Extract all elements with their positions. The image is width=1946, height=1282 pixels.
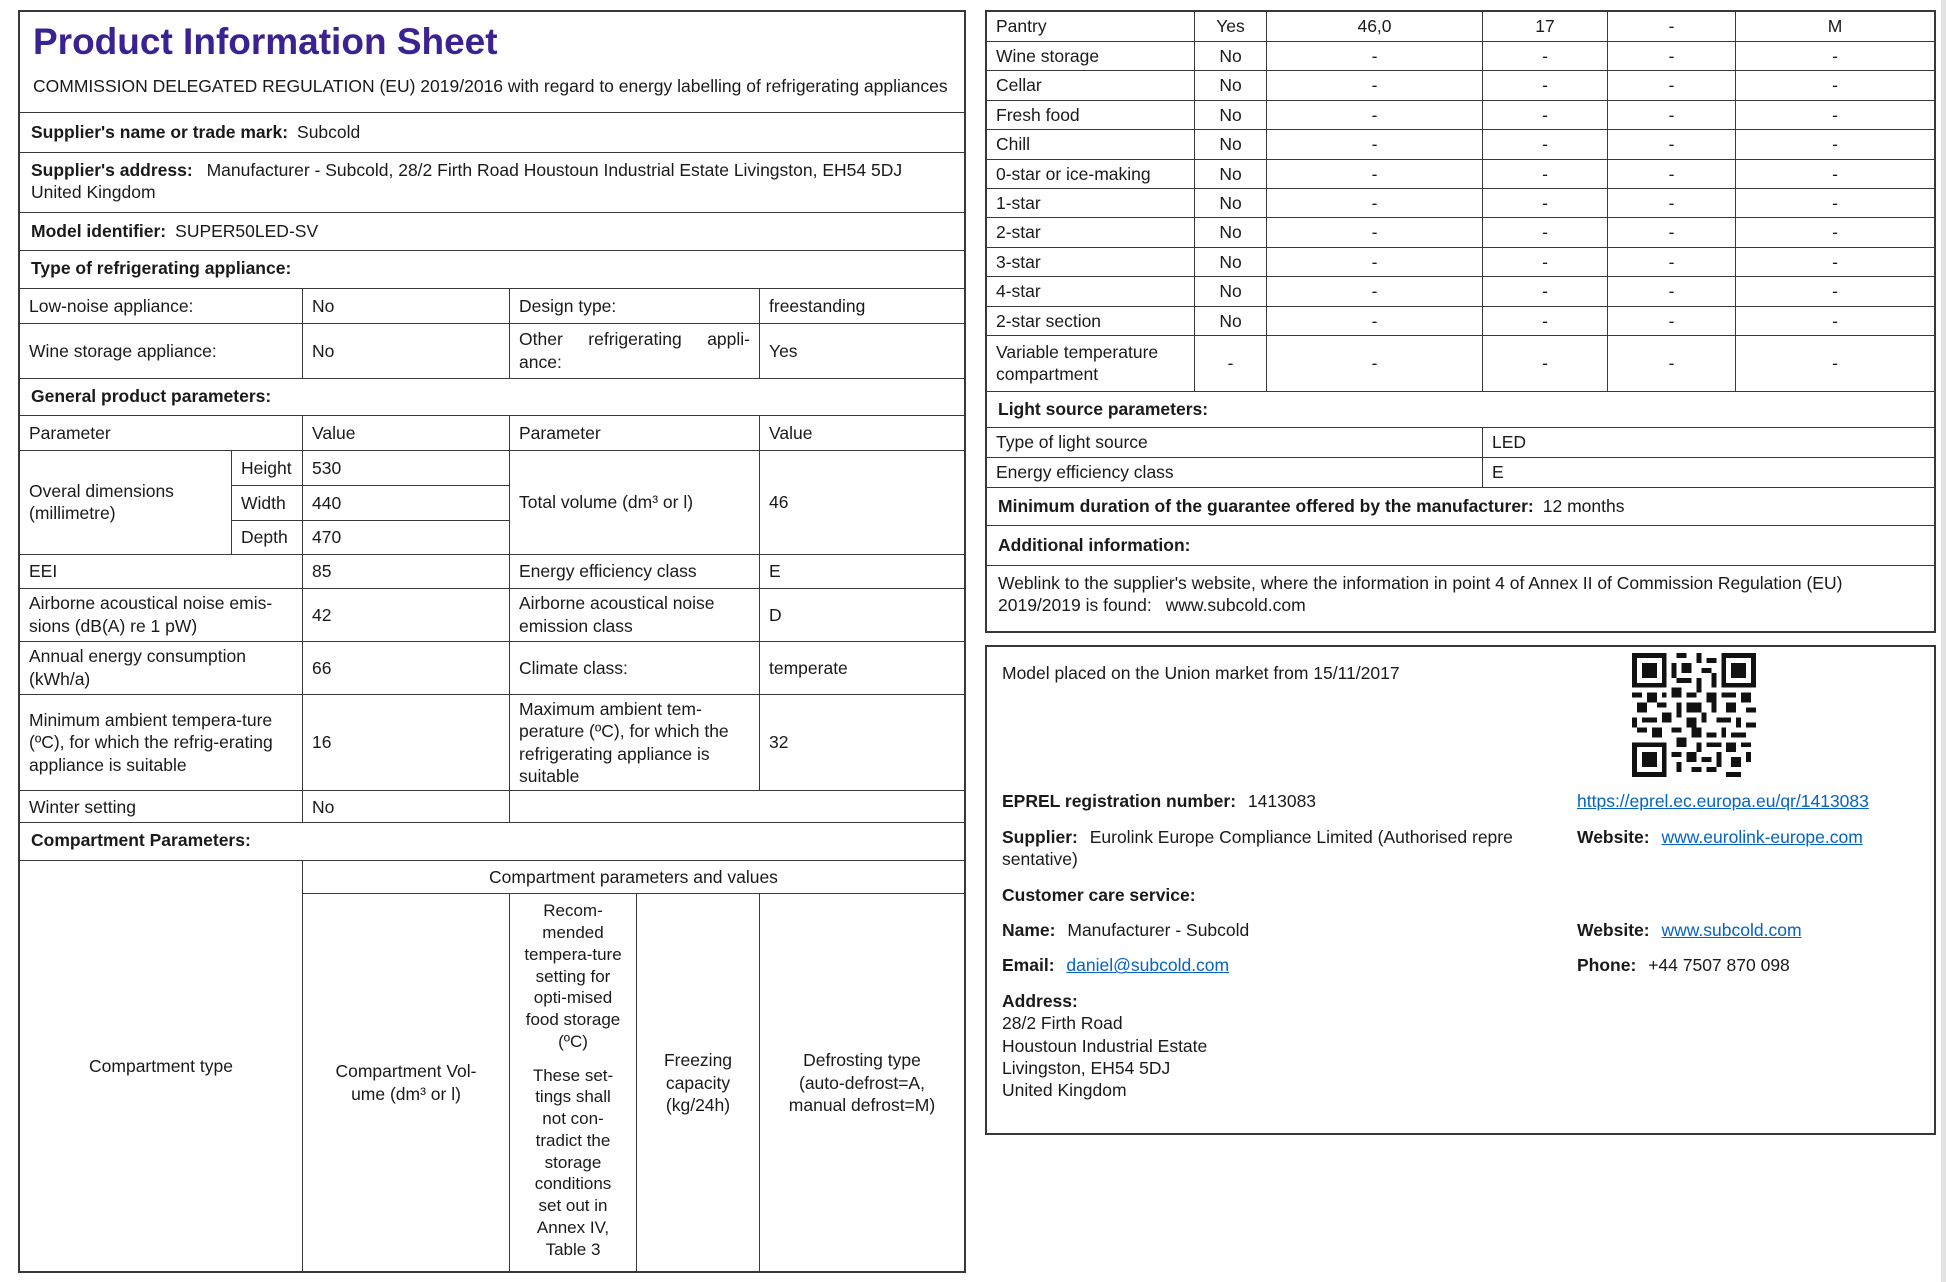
table-row — [987, 217, 1934, 246]
column-header: Parameter — [509, 416, 759, 450]
compartment-type: 0-star or ice-making — [996, 163, 1151, 184]
subcold-website-link[interactable]: www.subcold.com — [1661, 919, 1802, 940]
compartment-defrost: - — [1735, 42, 1934, 70]
compartment-temp: - — [1482, 160, 1607, 188]
column-header: Value — [302, 416, 509, 450]
compartment-volume: - — [1266, 336, 1482, 391]
name-value: Manufacturer - Subcold — [1067, 919, 1250, 940]
table-row — [20, 694, 964, 791]
supplier-address-value: Manufacturer - Subcold, 28/2 Firth Road Houstoun Industrial Estate Livingston, EH54 5DJ United Kingdom — [31, 159, 903, 203]
eprel-value: 1413083 — [1247, 791, 1317, 812]
param-label: Energy efficiency class — [996, 462, 1174, 483]
compartment-temp: - — [1482, 336, 1607, 391]
table-row — [987, 188, 1934, 217]
compartment-present: No — [1194, 42, 1266, 70]
table-row — [987, 12, 1934, 41]
compartment-temp: - — [1482, 218, 1607, 246]
compartment-freezing: - — [1607, 42, 1735, 70]
name-label: Name: — [1002, 919, 1056, 940]
compartment-type: 2-star — [996, 222, 1041, 243]
light-section-heading: Light source parameters: — [987, 391, 1934, 427]
table-row — [987, 70, 1934, 99]
table-row — [987, 335, 1934, 391]
address-line: Livingston, EH54 5DJ — [1002, 1057, 1171, 1078]
compartment-defrost: M — [1735, 12, 1934, 41]
website-label: Website: — [1577, 919, 1650, 940]
compartment-header — [20, 860, 964, 1271]
compartment-freezing: - — [1607, 336, 1735, 391]
compartment-temp: - — [1482, 130, 1607, 158]
compartment-type: Pantry — [996, 16, 1047, 37]
compartment-volume: - — [1266, 189, 1482, 217]
param-label: Winter setting — [29, 796, 136, 817]
eprel-qr-link[interactable]: https://eprel.ec.europa.eu/qr/1413083 — [1577, 791, 1869, 812]
compartment-freezing: - — [1607, 277, 1735, 305]
compartment-defrost: - — [1735, 218, 1934, 246]
table-row — [20, 288, 964, 323]
compartment-volume: 46,0 — [1266, 12, 1482, 41]
param-value: E — [759, 555, 964, 588]
compartment-defrost: - — [1735, 71, 1934, 99]
compartment-temp: - — [1482, 189, 1607, 217]
supplier-label: Supplier: — [1002, 826, 1078, 847]
param-value: Yes — [759, 324, 964, 378]
address-label: Address: — [1002, 990, 1078, 1011]
table-row — [20, 641, 964, 694]
empty-cell — [509, 791, 964, 822]
compartment-defrost: - — [1735, 130, 1934, 158]
compartment-freezing: - — [1607, 101, 1735, 129]
param-label: Climate class: — [509, 642, 759, 694]
compartment-volume: - — [1266, 101, 1482, 129]
param-value: No — [302, 324, 509, 378]
compartment-type: 2-star section — [996, 310, 1102, 331]
product-info-sheet-left-panel — [18, 10, 966, 1273]
supplier-value: Eurolink Europe Compliance Limited (Authorised repre sentative) — [1002, 826, 1513, 870]
model-identifier-row — [20, 212, 964, 250]
dimension-label: Height — [231, 451, 302, 485]
website-label: Website: — [1577, 826, 1650, 847]
compartment-volume: - — [1266, 71, 1482, 99]
table-row — [20, 790, 964, 822]
title-block — [20, 12, 964, 112]
param-value: E — [1482, 458, 1934, 487]
compartment-section-heading: Compartment Parameters: — [20, 822, 964, 860]
compartment-volume: - — [1266, 218, 1482, 246]
supplier-name-row — [20, 112, 964, 152]
param-label: Design type: — [509, 289, 759, 323]
eurolink-website-link[interactable]: www.eurolink-europe.com — [1661, 826, 1863, 847]
address-line: United Kingdom — [1002, 1080, 1127, 1101]
dimension-value: 470 — [302, 520, 509, 554]
compartment-type: Variable temperature compartment — [996, 342, 1159, 385]
param-value: 46 — [759, 451, 964, 554]
param-label: Energy efficiency class — [509, 555, 759, 588]
table-row — [987, 306, 1934, 335]
param-value: freestanding — [759, 289, 964, 323]
param-label: Airborne acoustical noise emis-sions (dB(A) re 1 pW) — [29, 593, 273, 636]
param-value: LED — [1482, 428, 1934, 457]
compartment-type: Chill — [996, 134, 1031, 155]
supplier-row — [1002, 826, 1919, 871]
column-header: Compartment Vol-ume (dm³ or l) — [302, 893, 509, 1271]
supplier-address-label: Supplier's address: — [31, 159, 193, 180]
table-row — [987, 247, 1934, 276]
regulation-subtitle: COMMISSION DELEGATED REGULATION (EU) 2019/2016 with regard to energy labelling of refrigerating appliances — [33, 76, 948, 97]
supplier-address-row — [20, 152, 964, 212]
compartment-present: No — [1194, 101, 1266, 129]
param-label: Overal dimensions (millimetre) — [29, 480, 174, 524]
compartment-freezing: - — [1607, 130, 1735, 158]
compartment-freezing: - — [1607, 160, 1735, 188]
compartment-present: No — [1194, 218, 1266, 246]
table-row — [987, 427, 1934, 457]
email-label: Email: — [1002, 955, 1055, 976]
table-row — [987, 100, 1934, 129]
param-value: No — [302, 791, 509, 822]
compartment-temp: 17 — [1482, 12, 1607, 41]
compartment-type: 4-star — [996, 281, 1041, 302]
compartment-present: - — [1194, 336, 1266, 391]
compartment-freezing: - — [1607, 12, 1735, 41]
compartment-type: 3-star — [996, 251, 1041, 272]
table-row — [20, 554, 964, 588]
param-label: Minimum ambient tempera-ture (ºC), for which the refrig-erating appliance is suitable — [29, 709, 273, 775]
weblink-text: Weblink to the supplier's website, where the information in point 4 of Annex II of Commission Regulation (EU) 2019/2019 is found: — [998, 572, 1843, 616]
param-value: 16 — [302, 695, 509, 791]
eprel-label: EPREL registration number: — [1002, 791, 1237, 812]
compartment-type: Wine storage — [996, 46, 1100, 66]
column-header — [509, 893, 636, 1271]
weblink-value: www.subcold.com — [1165, 595, 1306, 616]
supplier-name-label: Supplier's name or trade mark: — [31, 122, 289, 143]
param-label: Total volume (dm³ or l) — [509, 451, 759, 554]
compartment-defrost: - — [1735, 160, 1934, 188]
compartment-volume: - — [1266, 160, 1482, 188]
table-header-row — [20, 415, 964, 450]
table-row — [20, 588, 964, 641]
param-label: Low-noise appliance: — [29, 295, 194, 316]
param-value: 66 — [302, 642, 509, 694]
param-value: D — [759, 589, 964, 641]
compartment-temp: - — [1482, 42, 1607, 70]
compartment-defrost: - — [1735, 189, 1934, 217]
compartment-present: No — [1194, 160, 1266, 188]
compartment-defrost: - — [1735, 336, 1934, 391]
compartment-freezing: - — [1607, 71, 1735, 99]
compartment-type: 1-star — [996, 192, 1041, 213]
email-row — [1002, 954, 1919, 976]
table-row — [987, 41, 1934, 70]
dimension-label: Width — [231, 485, 302, 520]
compartment-defrost: - — [1735, 248, 1934, 276]
param-value: 42 — [302, 589, 509, 641]
compartment-present: No — [1194, 277, 1266, 305]
column-header: Compartment type — [89, 1056, 233, 1077]
param-value: 85 — [302, 555, 509, 588]
address-line: Houstoun Industrial Estate — [1002, 1035, 1208, 1056]
param-label: EEI — [29, 561, 58, 582]
column-header: Freezing capacity (kg/24h) — [636, 893, 759, 1271]
compartment-volume: - — [1266, 130, 1482, 158]
compartment-present: No — [1194, 189, 1266, 217]
guarantee-row — [987, 487, 1934, 525]
param-label: Type of light source — [996, 432, 1148, 453]
param-label: Maximum ambient tem-perature (ºC), for which the refrigerating appliance is suitable — [509, 695, 759, 791]
compartment-temp: - — [1482, 277, 1607, 305]
compartment-volume: - — [1266, 248, 1482, 276]
compartment-temp: - — [1482, 248, 1607, 276]
page-title: Product Information Sheet — [33, 21, 498, 62]
general-section-heading: General product parameters: — [20, 378, 964, 415]
column-header: Value — [759, 416, 964, 450]
compartment-freezing: - — [1607, 218, 1735, 246]
compartment-present: No — [1194, 130, 1266, 158]
table-row — [987, 457, 1934, 487]
compartment-volume: - — [1266, 42, 1482, 70]
phone-label: Phone: — [1577, 955, 1637, 976]
email-link[interactable]: daniel@subcold.com — [1066, 955, 1230, 976]
dimension-value: 440 — [302, 485, 509, 520]
compartment-freezing: - — [1607, 248, 1735, 276]
market-date-text: Model placed on the Union market from 15/11/2017 — [1002, 663, 1400, 683]
compartment-freezing: - — [1607, 307, 1735, 335]
param-label: Wine storage appliance: — [29, 340, 217, 361]
weblink-row — [987, 565, 1934, 631]
guarantee-label: Minimum duration of the guarantee offered by the manufacturer: — [998, 496, 1534, 517]
compartment-defrost: - — [1735, 307, 1934, 335]
column-header-line: Recom-mended tempera-ture setting for opti-mised food storage (ºC) — [524, 901, 622, 1051]
name-row — [1002, 919, 1919, 941]
compartment-defrost: - — [1735, 101, 1934, 129]
table-row — [987, 276, 1934, 305]
compartment-temp: - — [1482, 101, 1607, 129]
phone-value: +44 7507 870 098 — [1648, 955, 1790, 976]
dimensions-row — [20, 450, 964, 554]
table-row — [987, 159, 1934, 188]
compartment-volume: - — [1266, 277, 1482, 305]
customer-care-heading: Customer care service: — [1002, 884, 1196, 905]
compartment-temp: - — [1482, 71, 1607, 99]
param-label: Annual energy consumption (kWh/a) — [29, 646, 246, 689]
dimension-value: 530 — [302, 451, 509, 485]
span-column-header: Compartment parameters and values — [302, 861, 964, 893]
model-identifier-value: SUPER50LED-SV — [175, 221, 319, 242]
param-value: 32 — [759, 695, 964, 791]
model-identifier-label: Model identifier: — [31, 221, 167, 242]
address-line: 28/2 Firth Road — [1002, 1013, 1123, 1034]
eprel-row — [1002, 790, 1919, 812]
param-label: Airborne acoustical noise emission class — [509, 589, 759, 641]
type-section-heading: Type of refrigerating appliance: — [20, 250, 964, 288]
compartment-values-table — [985, 10, 1936, 633]
additional-info-heading: Additional information: — [987, 525, 1934, 565]
compartment-present: No — [1194, 71, 1266, 99]
compartment-type: Fresh food — [996, 104, 1080, 125]
compartment-type: Cellar — [996, 75, 1042, 96]
compartment-temp: - — [1482, 307, 1607, 335]
table-row — [20, 323, 964, 378]
column-header: Defrosting type (auto-defrost=A, manual defrost=M) — [759, 893, 964, 1271]
compartment-defrost: - — [1735, 277, 1934, 305]
compartment-present: No — [1194, 248, 1266, 276]
param-value: No — [302, 289, 509, 323]
registration-contact-box — [985, 645, 1936, 1135]
qr-code — [1632, 653, 1756, 777]
dimension-label: Depth — [231, 520, 302, 554]
column-header: Parameter — [29, 422, 111, 443]
supplier-name-value: Subcold — [297, 122, 361, 143]
address-block — [1002, 990, 1919, 1102]
table-row — [987, 129, 1934, 158]
param-value: temperate — [759, 642, 964, 694]
param-label: Other refrigerating appli-ance: — [509, 324, 759, 378]
compartment-present: Yes — [1194, 12, 1266, 41]
page-edge — [1941, 0, 1946, 1282]
compartment-freezing: - — [1607, 189, 1735, 217]
column-header-line: These set-tings shall not con-tradict the storage conditions set out in Annex IV, Table 3 — [532, 1065, 614, 1259]
compartment-present: No — [1194, 307, 1266, 335]
compartment-volume: - — [1266, 307, 1482, 335]
guarantee-value: 12 months — [1542, 496, 1625, 517]
